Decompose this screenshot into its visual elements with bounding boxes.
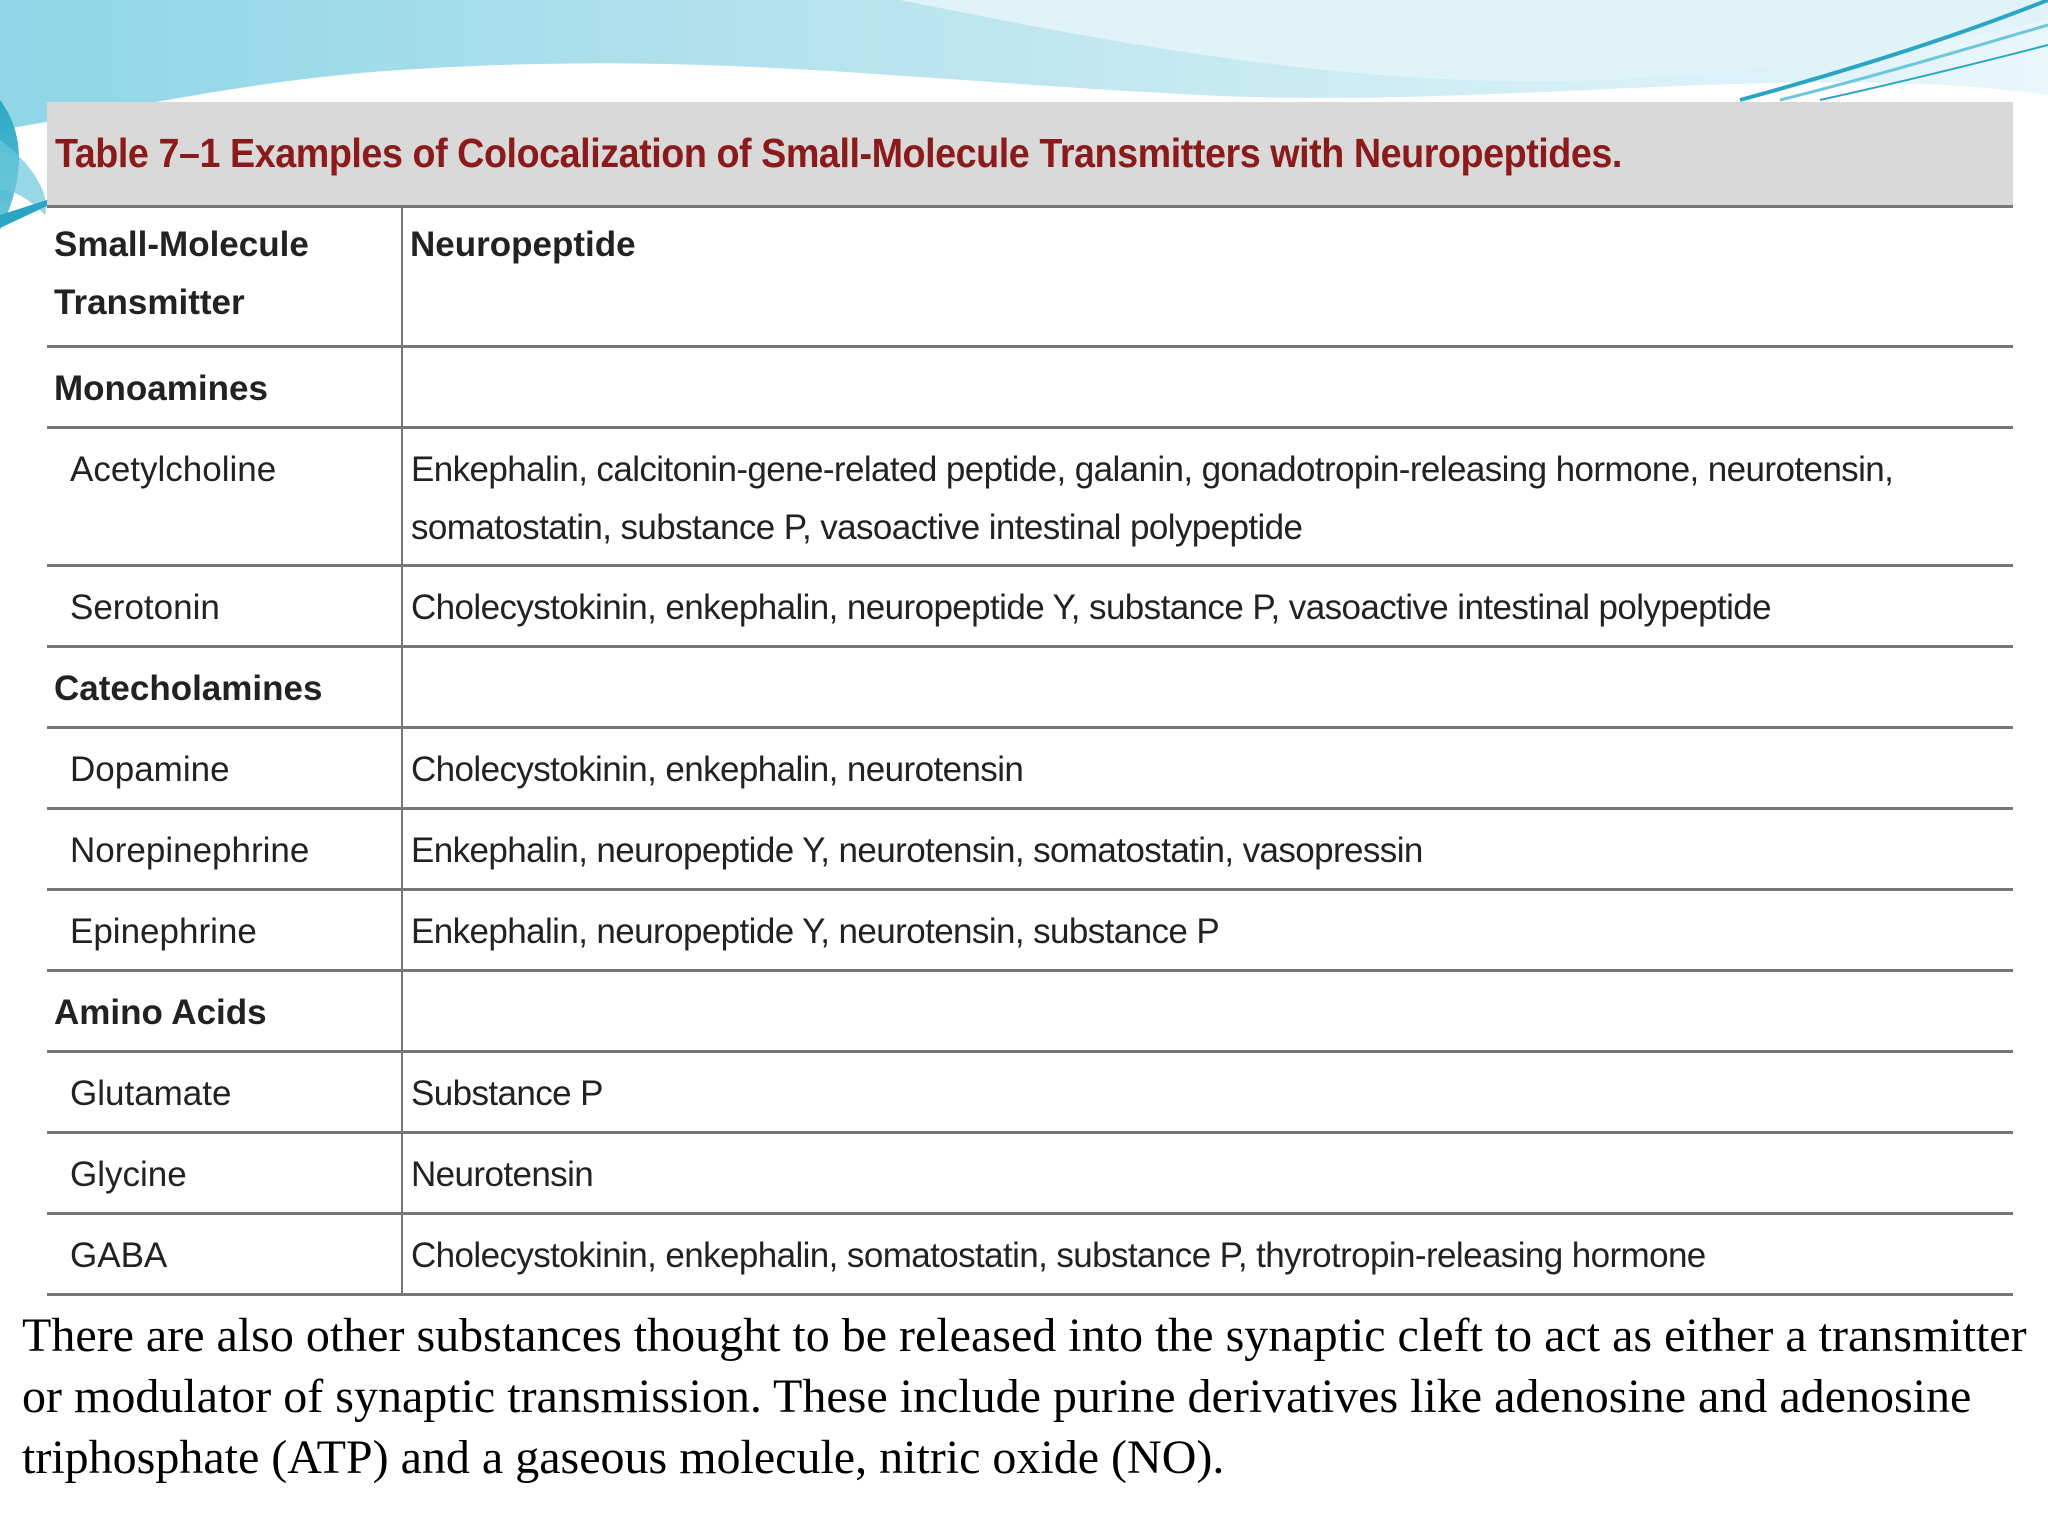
transmitter-cell: GABA [70, 1235, 168, 1275]
transmitter-cell: Serotonin [70, 587, 220, 627]
neuropeptide-cell: Enkephalin, neuropeptide Y, neurotensin, substance P [411, 911, 1220, 951]
group-label: Amino Acids [54, 992, 267, 1032]
transmitter-cell: Epinephrine [70, 911, 257, 951]
table-header-row [47, 208, 2013, 346]
transmitter-cell: Glutamate [70, 1073, 232, 1113]
header-neuropeptide: Neuropeptide [402, 208, 2013, 346]
neuropeptide-cell: Cholecystokinin, enkephalin, neuropeptide Y, substance P, vasoactive intestinal polypeptide [411, 587, 1771, 627]
table-row [47, 889, 2013, 970]
neuropeptide-cell: Enkephalin, neuropeptide Y, neurotensin, somatostatin, vasopressin [411, 830, 1423, 870]
table-row [47, 1051, 2013, 1132]
group-label: Catecholamines [54, 668, 323, 708]
transmitter-cell: Glycine [70, 1154, 187, 1194]
table-row [47, 808, 2013, 889]
neuropeptide-cell: Enkephalin, calcitonin-gene-related peptide, galanin, gonadotropin-releasing hormone, neurotensin, somatostatin, substance P, vasoactive intestinal polypeptide [411, 449, 1894, 547]
table-row [47, 565, 2013, 646]
neuropeptide-cell: Neurotensin [411, 1154, 594, 1194]
table-title: Table 7–1 Examples of Colocalization of Small-Molecule Transmitters with Neuropeptides. [55, 130, 1622, 176]
table-row-group [47, 970, 2013, 1051]
transmitter-cell: Acetylcholine [70, 449, 277, 489]
table-title-bar [47, 102, 2013, 208]
table-row [47, 1213, 2013, 1294]
table-row [47, 427, 2013, 565]
transmitter-cell: Dopamine [70, 749, 230, 789]
table-row-group [47, 346, 2013, 427]
group-label: Monoamines [54, 368, 268, 408]
colocalization-table [47, 208, 2013, 1296]
caption-paragraph: There are also other substances thought to be released into the synaptic cleft to act as either a transmitter or modulator of synaptic transmission. These include purine derivatives like adenosine and adenosine triphosphate (ATP) and a gaseous molecule, nitric oxide (NO). [22, 1309, 2027, 1484]
table-row [47, 727, 2013, 808]
header-transmitter: Small-Molecule Transmitter [47, 208, 402, 346]
transmitter-cell: Norepinephrine [70, 830, 310, 870]
table-row [47, 1132, 2013, 1213]
neuropeptide-cell: Cholecystokinin, enkephalin, neurotensin [411, 749, 1024, 789]
neuropeptide-cell: Substance P [411, 1073, 603, 1113]
table-row-group [47, 646, 2013, 727]
table-panel [47, 102, 2013, 1292]
neuropeptide-cell: Cholecystokinin, enkephalin, somatostatin, substance P, thyrotropin-releasing hormone [411, 1235, 1706, 1275]
